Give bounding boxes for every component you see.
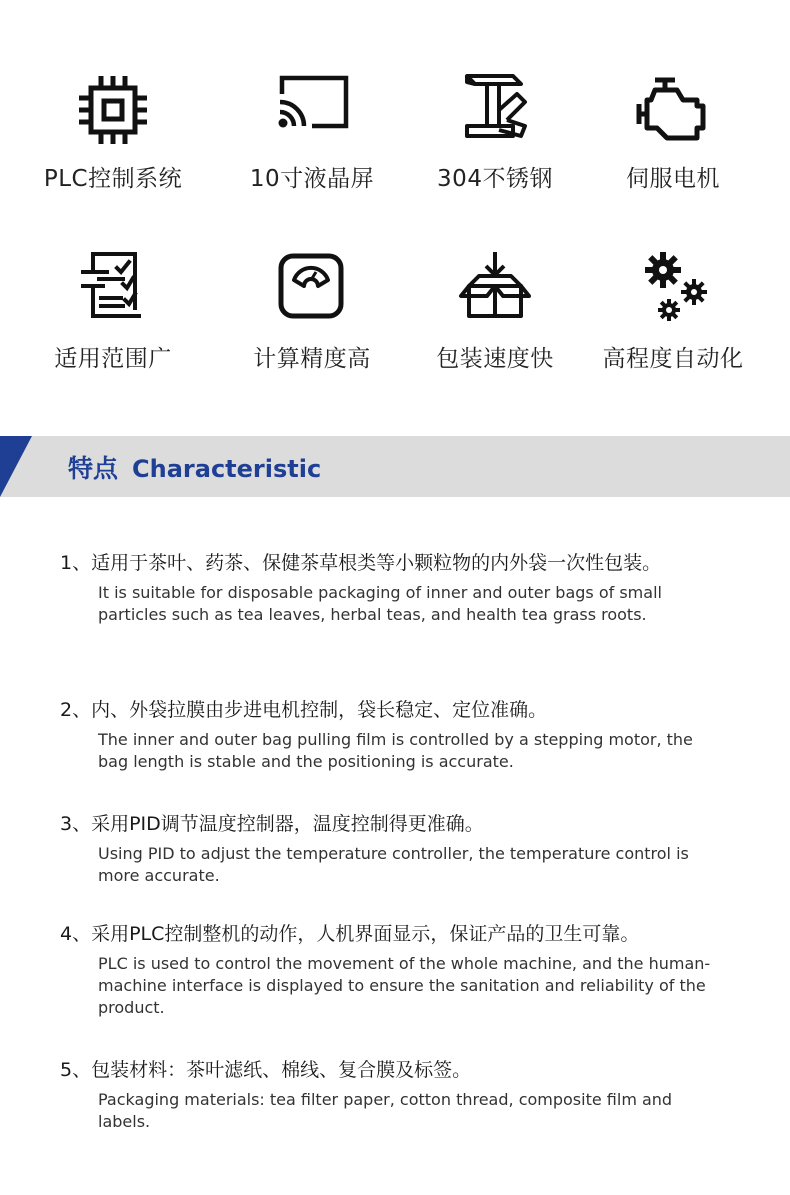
- feature-precision: [217, 250, 407, 373]
- section-banner: [0, 436, 790, 497]
- point-en: Packaging materials: tea filter paper, cotton thread, composite film and labels.: [98, 1090, 673, 1131]
- point-en: PLC is used to control the movement of the whole machine, and the human-machine interface is displayed to ensure the sanitation and reliability of the product.: [98, 954, 711, 1017]
- cast-screen-icon: [272, 70, 352, 150]
- list-item: [60, 695, 750, 773]
- section-title: [68, 449, 321, 485]
- section-title-en: Characteristic: [132, 455, 322, 483]
- feature-servo: [578, 70, 768, 193]
- feature-screen: [217, 70, 407, 193]
- scale-icon: [272, 250, 352, 330]
- checklist-icon: [73, 250, 153, 330]
- feature-label: 伺服电机: [626, 166, 720, 192]
- point-en: It is suitable for disposable packaging of inner and outer bags of small particles such as tea leaves, herbal teas, and health tea grass roots.: [98, 583, 662, 624]
- feature-label: 高程度自动化: [602, 346, 744, 372]
- point-en: Using PID to adjust the temperature controller, the temperature control is more accurate.: [98, 844, 689, 885]
- list-item: [60, 919, 750, 1019]
- feature-label: 包装速度快: [436, 346, 554, 372]
- feature-label: 适用范围广: [54, 346, 172, 372]
- feature-automation: [578, 250, 768, 373]
- point-zh: 5、包装材料：茶叶滤纸、棉线、复合膜及标签。: [60, 1059, 472, 1081]
- point-en: The inner and outer bag pulling film is controlled by a stepping motor, the bag length is stable and the positioning is accurate.: [98, 730, 693, 771]
- package-box-icon: [455, 250, 535, 330]
- feature-label: 计算精度高: [253, 346, 371, 372]
- banner-accent: [0, 436, 32, 497]
- feature-plc: [18, 70, 208, 193]
- feature-label: 10寸液晶屏: [249, 166, 375, 192]
- section-title-zh: 特点: [68, 454, 119, 483]
- point-zh: 3、采用PID调节温度控制器，温度控制得更准确。: [60, 813, 484, 835]
- feature-steel: [400, 70, 590, 193]
- point-zh: 2、内、外袋拉膜由步进电机控制，袋长稳定、定位准确。: [60, 699, 548, 721]
- feature-label: PLC控制系统: [43, 166, 183, 192]
- steel-beam-icon: [455, 70, 535, 150]
- gears-icon: [633, 250, 713, 330]
- feature-speed: [400, 250, 590, 373]
- feature-range: [18, 250, 208, 373]
- engine-icon: [633, 70, 713, 150]
- chip-icon: [73, 70, 153, 150]
- list-item: [60, 548, 750, 626]
- features-grid: [0, 0, 790, 420]
- point-zh: 1、适用于茶叶、药茶、保健茶草根类等小颗粒物的内外袋一次性包装。: [60, 552, 662, 574]
- list-item: [60, 809, 750, 887]
- point-zh: 4、采用PLC控制整机的动作，人机界面显示，保证产品的卫生可靠。: [60, 923, 640, 945]
- feature-label: 304不锈钢: [437, 166, 553, 192]
- list-item: [60, 1055, 750, 1133]
